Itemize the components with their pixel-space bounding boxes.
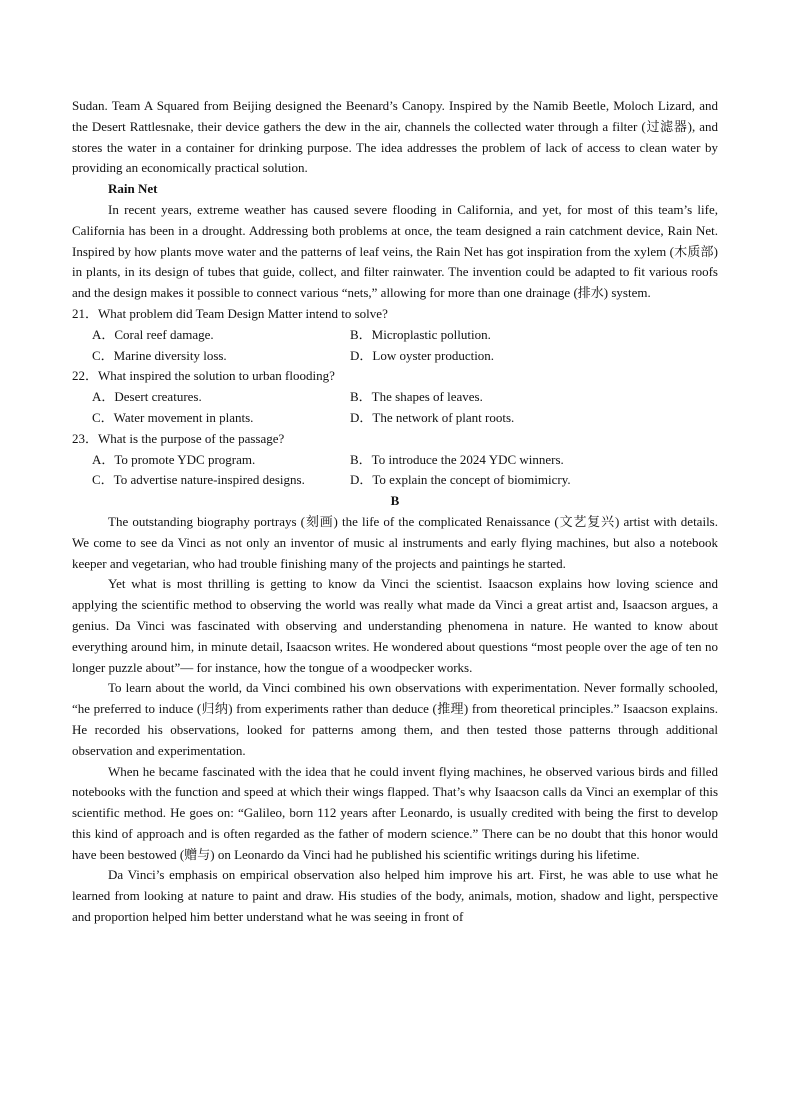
- passage-a-paragraph-2: In recent years, extreme weather has caused severe flooding in California, and yet, for most of this team’s life, California has been in a drought. Addressing both problems at once, the team designed a rain catchment device, Rain Net. Inspired by how plants move water and the patterns of leaf veins, the Rain Net has got inspiration from the xylem (木质部) in plants, in its design of tubes that guide, collect, and filter rainwater. The invention could be adapted to fit various roofs and the design makes it possible to connect various “nets,” allowing for more than one drainage (排水) system.: [72, 201, 718, 301]
- option-a: A．Coral reef damage.: [92, 326, 214, 342]
- question-stem: 21．What problem did Team Design Matter intend to solve?: [72, 305, 388, 321]
- option-d: D．To explain the concept of biomimicry.: [350, 472, 571, 488]
- answer-options: [72, 387, 718, 429]
- answer-options: [72, 450, 718, 492]
- question-22: [72, 366, 718, 428]
- option-c: C．Water movement in plants.: [92, 409, 254, 425]
- passage-b-paragraph-4: When he became fascinated with the idea that he could invent flying machines, he observed various birds and filled notebooks with the function and speed at which their wings flapped. That’s why Isaacson calls da Vinci an exemplar of this scientific method. He goes on: “Galileo, born 112 years after Leonardo, is usually credited with being the first to develop this kind of approach and is often regarded as the father of modern science.” There can be no doubt that this honor would have been bestowed (赠与) on Leonardo da Vinci had he published his scientific writings during his lifetime.: [72, 763, 718, 862]
- option-a: A．Desert creatures.: [92, 389, 202, 405]
- option-d: D．The network of plant roots.: [350, 409, 515, 425]
- answer-options: [72, 325, 718, 367]
- question-stem: 23．What is the purpose of the passage?: [72, 430, 285, 446]
- option-c: C．To advertise nature-inspired designs.: [92, 472, 305, 488]
- option-b: B．The shapes of leaves.: [350, 389, 483, 405]
- passage-b-paragraph-5: Da Vinci’s emphasis on empirical observation also helped him improve his art. First, he was able to use what he learned from looking at nature to paint and draw. His studies of the body, animals, motion, shadow and light, perspective and proportion helped him better understand what he was seeing in front of: [72, 867, 718, 925]
- option-b: B．Microplastic pollution.: [350, 326, 491, 342]
- passage-a-paragraph-1: Sudan. Team A Squared from Beijing designed the Beenard’s Canopy. Inspired by the Namib Beetle, Moloch Lizard, and the Desert Rattlesnake, their device gathers the dew in the air, channels the collected water through a filter (过滤器), and stores the water in a container for drinking purpose. The idea addresses the problem of lack of access to clean water by providing an economically practical solution.: [72, 98, 718, 176]
- question-21: [72, 304, 718, 366]
- option-a: A．To promote YDC program.: [92, 451, 256, 467]
- passage-b-paragraph-1: The outstanding biography portrays (刻画) the life of the complicated Renaissance (文艺复兴) artist with details. We come to see da Vinci as not only an inventor of music al instruments and early flying machines, but also a notebook keeper and vegetarian, who had trouble finishing many of the projects and paintings he started.: [72, 513, 718, 571]
- option-d: D．Low oyster production.: [350, 347, 495, 363]
- passage-b-paragraph-3: To learn about the world, da Vinci combined his own observations with experimentation. Never formally schooled, “he preferred to induce (归纳) from experiments rather than deduce (推理) from theoretical principles.” Isaacson explains. He recorded his observations, looked for patterns among them, and then tested those patterns through additional observation and experimentation.: [72, 680, 718, 758]
- question-stem: 22．What inspired the solution to urban flooding?: [72, 368, 335, 384]
- section-heading-rain-net: Rain Net: [108, 181, 158, 197]
- question-23: [72, 429, 718, 491]
- option-b: B．To introduce the 2024 YDC winners.: [350, 451, 564, 467]
- option-c: C．Marine diversity loss.: [92, 347, 227, 363]
- document-page: [72, 96, 718, 928]
- passage-b-paragraph-2: Yet what is most thrilling is getting to know da Vinci the scientist. Isaacson explains how loving science and applying the scientific method to observing the world was really what made da Vinci a great artist and, Isaacson argues, a genius. Da Vinci was fascinated with observing and understanding phenomena in nature. He wanted to know about everything around him, in minute detail, Isaacson writes. He wondered about questions “most people over the age of ten no longer puzzle about”— for instance, how the tongue of a woodpecker works.: [72, 576, 718, 675]
- section-marker-b: B: [390, 493, 400, 509]
